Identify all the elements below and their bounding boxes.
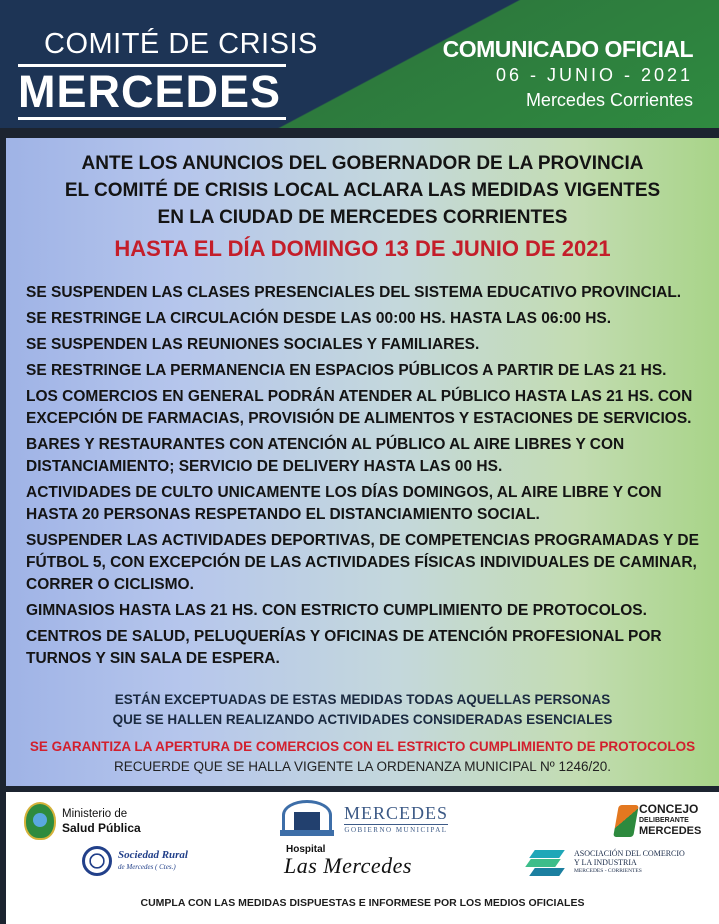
logo-concejo-deliberante <box>616 804 701 837</box>
measure-item: SE SUSPENDEN LAS REUNIONES SOCIALES Y FAMILIARES. <box>26 336 480 353</box>
measure-item: SE RESTRINGE LA CIRCULACIÓN DESDE LAS 00:00 HS. HASTA LAS 06:00 HS. <box>26 310 612 327</box>
logo-hospital-las-mercedes <box>284 844 412 879</box>
measure-item: ACTIVIDADES DE CULTO UNICAMENTE LOS DÍAS DOMINGOS, AL AIRE LIBRE Y CON HASTA 20 PERSONAS RESPETANDO EL DISTANCIAMIENTO SOCIAL. <box>26 484 662 523</box>
intro-line: EL COMITÉ DE CRISIS LOCAL ACLARA LAS MEDIDAS VIGENTES <box>64 180 661 201</box>
validity-date: HASTA EL DÍA DOMINGO 13 DE JUNIO DE 2021 <box>114 236 611 261</box>
sponsor-logos <box>6 792 719 924</box>
header-rule-bottom <box>18 117 286 120</box>
header-banner <box>0 0 719 128</box>
ordinance-reminder: RECUERDE QUE SE HALLA VIGENTE LA ORDENANZA MUNICIPAL Nº 1246/20. <box>113 759 612 774</box>
comunicado-place: Mercedes Corrientes <box>525 90 693 110</box>
intro-heading <box>6 150 719 231</box>
mercedes-logo-name: MERCEDES <box>344 802 449 823</box>
comunicado-date: 06 - JUNIO - 2021 <box>495 65 693 85</box>
ministerio-line1: Ministerio de <box>62 808 128 820</box>
logo-ministerio-salud <box>24 802 141 840</box>
logo-sociedad-rural <box>82 846 188 876</box>
exceptions-line: QUE SE HALLEN REALIZANDO ACTIVIDADES CONSIDERADAS ESENCIALES <box>112 712 613 727</box>
comercio-line1: ASOCIACIÓN DEL COMERCIO <box>574 848 685 858</box>
measure-item: BARES Y RESTAURANTES CON ATENCIÓN AL PÚBLICO AL AIRE LIBRES Y CON DISTANCIAMIENTO; SERVICIO DE DELIVERY HASTA LAS 00 HS. <box>26 436 625 475</box>
rural-horseshoe-icon <box>82 846 112 876</box>
measures-list <box>26 282 706 674</box>
content-panel <box>6 138 719 786</box>
intro-line: ANTE LOS ANUNCIOS DEL GOBERNADOR DE LA PROVINCIA <box>81 153 644 174</box>
commerce-arrows-icon <box>524 848 568 876</box>
concejo-line3: MERCEDES <box>639 825 702 837</box>
rural-line2: de Mercedes ( Ctes.) <box>118 863 176 871</box>
measure-item: CENTROS DE SALUD, PELUQUERÍAS Y OFICINAS DE ATENCIÓN PROFESIONAL POR TURNOS Y SIN SALA DE ESPERA. <box>26 628 662 667</box>
measure-item: LOS COMERCIOS EN GENERAL PODRÁN ATENDER AL PÚBLICO HASTA LAS 21 HS. CON EXCEPCIÓN DE FARMACIAS, PROVISIÓN DE ALIMENTOS Y ESTACIONES DE SERVICIOS. <box>26 388 693 427</box>
hospital-line1: Hospital <box>286 844 326 855</box>
mercedes-logo-sub: GOBIERNO MUNICIPAL <box>344 825 448 834</box>
hospital-line2: Las Mercedes <box>284 853 412 878</box>
exceptions-line: ESTÁN EXCEPTUADAS DE ESTAS MEDIDAS TODAS AQUELLAS PERSONAS <box>114 692 611 707</box>
logo-asociacion-comercio <box>524 848 685 876</box>
measure-item: SE SUSPENDEN LAS CLASES PRESENCIALES DEL SISTEMA EDUCATIVO PROVINCIAL. <box>26 284 682 301</box>
measure-item: SE RESTRINGE LA PERMANENCIA EN ESPACIOS PÚBLICOS A PARTIR DE LAS 21 HS. <box>26 362 667 379</box>
header-info <box>443 36 693 111</box>
concejo-line2: DELIBERANTE <box>639 817 689 824</box>
comite-title: COMITÉ DE CRISIS <box>44 28 318 60</box>
concejo-line1: CONCEJO <box>639 802 699 816</box>
mercedes-title: MERCEDES <box>18 66 282 117</box>
intro-line: EN LA CIUDAD DE MERCEDES CORRIENTES <box>157 207 568 228</box>
comercio-line3: MERCEDES - CORRIENTES <box>574 867 642 874</box>
logo-mercedes-municipal <box>276 798 448 838</box>
comunicado-label: COMUNICADO OFICIAL <box>442 36 693 62</box>
guarantee-note: SE GARANTIZA LA APERTURA DE COMERCIOS CON EL ESTRICTO CUMPLIMIENTO DE PROTOCOLOS <box>29 739 696 754</box>
rural-line1: Sociedad Rural <box>118 849 188 861</box>
concejo-mark-icon <box>613 805 639 837</box>
comercio-line2: Y LA INDUSTRIA <box>574 857 637 867</box>
municipal-emblem-icon <box>276 798 338 838</box>
measure-item: GIMNASIOS HASTA LAS 21 HS. CON ESTRICTO CUMPLIMIENTO DE PROTOCOLOS. <box>26 602 647 619</box>
ministerio-line2: Salud Pública <box>62 821 141 835</box>
footer-note: CUMPLA CON LAS MEDIDAS DISPUESTAS E INFORMESE POR LOS MEDIOS OFICIALES <box>140 897 585 909</box>
province-seal-icon <box>24 802 56 840</box>
exceptions-note <box>6 690 719 730</box>
measure-item: SUSPENDER LAS ACTIVIDADES DEPORTIVAS, DE COMPETENCIAS PROGRAMADAS Y DE FÚTBOL 5, CON EXCEPCIÓN DE LAS ACTIVIDADES FÍSICAS INDIVIDUALES DE CAMINAR, CORRER O CICLISMO. <box>26 532 699 593</box>
